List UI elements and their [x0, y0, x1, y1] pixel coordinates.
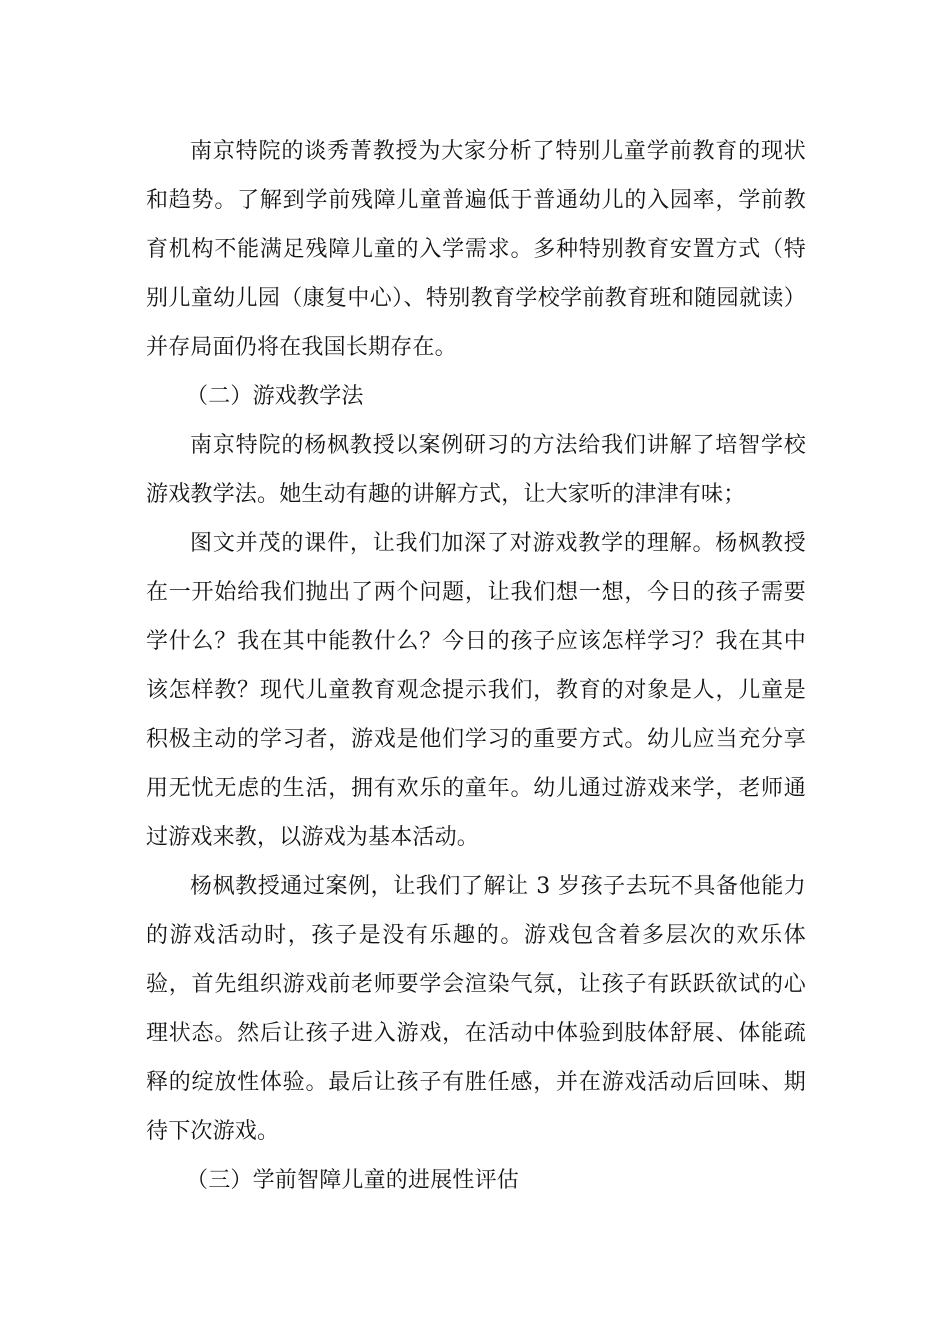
section-heading-3: （三）学前智障儿童的进展性评估	[186, 1168, 520, 1193]
paragraph-1: 南京特院的谈秀菁教授为大家分析了特别儿童学前教育的现状和趋势。了解到学前残障儿童普遍低于普通幼儿的入园率，学前教育机构不能满足残障儿童的入学需求。多种特别教育安置方式（特别儿童幼儿园（康复中心）、特别教育学校学前教育班和随园就读）并存局面仍将在我国长期存在。	[146, 139, 806, 360]
paragraph-2: 南京特院的杨枫教授以案例研习的方法给我们讲解了培智学校游戏教学法。她生动有趣的讲解方式，让大家听的津津有味；	[146, 433, 806, 507]
document-body	[146, 127, 806, 1205]
section-heading-2: （二）游戏教学法	[186, 384, 364, 409]
paragraph-3: 图文并茂的课件，让我们加深了对游戏教学的理解。杨枫教授在一开始给我们抛出了两个问题，让我们想一想，今日的孩子需要学什么？我在其中能教什么？今日的孩子应该怎样学习？我在其中该怎样教？现代儿童教育观念提示我们，教育的对象是人，儿童是积极主动的学习者，游戏是他们学习的重要方式。幼儿应当充分享用无忧无虑的生活，拥有欢乐的童年。幼儿通过游戏来学，老师通过游戏来教，以游戏为基本活动。	[146, 531, 806, 850]
paragraph-4: 杨枫教授通过案例，让我们了解让 3 岁孩子去玩不具备他能力的游戏活动时，孩子是没有乐趣的。游戏包含着多层次的欢乐体验，首先组织游戏前老师要学会渲染气氛，让孩子有跃跃欲试的心理状态。然后让孩子进入游戏，在活动中体验到肢体舒展、体能疏释的绽放性体验。最后让孩子有胜任感，并在游戏活动后回味、期待下次游戏。	[146, 874, 806, 1144]
